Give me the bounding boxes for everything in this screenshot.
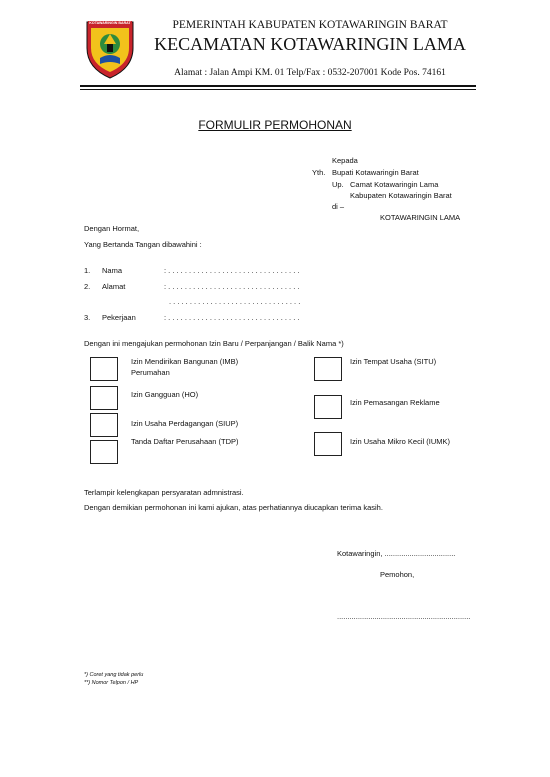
option-situ-label: Izin Tempat Usaha (SITU) — [350, 357, 437, 366]
field-occupation-number: 3. — [84, 313, 91, 322]
signed-below-text: Yang Bertanda Tangan dibawahini : — [84, 240, 202, 249]
recipient-kepada: Kepada — [332, 156, 358, 165]
field-name-number: 1. — [84, 266, 91, 275]
salutation: Dengan Hormat, — [84, 224, 140, 233]
option-ho-label: Izin Gangguan (HO) — [131, 390, 199, 399]
option-imb-label: Izin Mendirikan Bangunan (IMB) — [131, 357, 239, 366]
field-name-input[interactable]: : . . . . . . . . . . . . . . . . . . . . . . . . . . . . . . . . — [164, 266, 300, 275]
option-siup-label: Izin Usaha Perdagangan (SIUP) — [131, 419, 239, 428]
header-rule-thin — [80, 89, 476, 90]
option-iumk-label: Izin Usaha Mikro Kecil (IUMK) — [350, 437, 451, 446]
closing-text: Dengan demikian permohonan ini kami ajukan, atas perhatiannya diucapkan terima kasih. — [84, 503, 383, 512]
recipient-camat: Camat Kotawaringin Lama — [350, 180, 439, 189]
header-government: PEMERINTAH KABUPATEN KOTAWARINGIN BARAT — [172, 19, 448, 31]
checkbox-reklame[interactable] — [314, 395, 342, 419]
footnote-1: *) Coret yang tidak perlu — [84, 672, 144, 678]
request-text: Dengan ini mengajukan permohonan Izin Baru / Perpanjangan / Balik Nama *) — [84, 339, 344, 348]
field-address-input[interactable]: : . . . . . . . . . . . . . . . . . . . . . . . . . . . . . . . . — [164, 282, 300, 291]
recipient-yth: Yth. — [312, 168, 326, 177]
footnote-2: **) Nomor Telpon / HP — [84, 680, 139, 686]
option-tdp-label: Tanda Daftar Perusahaan (TDP) — [131, 437, 239, 446]
recipient-di: di – — [332, 202, 345, 211]
checkbox-siup[interactable] — [90, 413, 118, 437]
attachment-text: Terlampir kelengkapan persyaratan admnistrasi. — [84, 488, 244, 497]
field-address-label: Alamat — [102, 282, 126, 291]
recipient-up: Up. — [332, 180, 344, 189]
option-imb-label-line2: Perumahan — [131, 368, 170, 377]
option-reklame-label: Izin Pemasangan Reklame — [350, 398, 440, 407]
field-name-label: Nama — [102, 266, 123, 275]
signature-name-line[interactable]: ................................................................ — [337, 612, 471, 621]
field-address-number: 2. — [84, 282, 91, 291]
checkbox-iumk[interactable] — [314, 432, 342, 456]
logo-banner: KOTAWARINGIN BARAT — [89, 21, 131, 25]
recipient-city: KOTAWARINGIN LAMA — [380, 213, 461, 222]
field-occupation-input[interactable]: : . . . . . . . . . . . . . . . . . . . . . . . . . . . . . . . . — [164, 313, 300, 322]
header-district: KECAMATAN KOTAWARINGIN LAMA — [154, 34, 466, 54]
recipient-kabupaten: Kabupaten Kotawaringin Barat — [350, 191, 452, 200]
field-occupation-label: Pekerjaan — [102, 313, 136, 322]
form-title: FORMULIR PERMOHONAN — [198, 118, 352, 132]
applicant-label: Pemohon, — [380, 570, 415, 579]
field-address-input-line2[interactable]: . . . . . . . . . . . . . . . . . . . . . . . . . . . . . . . . — [169, 297, 301, 306]
checkbox-ho[interactable] — [90, 386, 118, 410]
header-rule-thick — [80, 85, 476, 87]
checkbox-situ[interactable] — [314, 357, 342, 381]
header-address: Alamat : Jalan Ampi KM. 01 Telp/Fax : 0532-207001 Kode Pos. 74161 — [174, 68, 446, 78]
checkbox-imb[interactable] — [90, 357, 118, 381]
checkbox-tdp[interactable] — [90, 440, 118, 464]
regency-logo — [84, 14, 136, 80]
recipient-bupati: Bupati Kotawaringin Barat — [332, 168, 419, 177]
place-date-field[interactable]: Kotawaringin, .................................. — [337, 549, 456, 558]
